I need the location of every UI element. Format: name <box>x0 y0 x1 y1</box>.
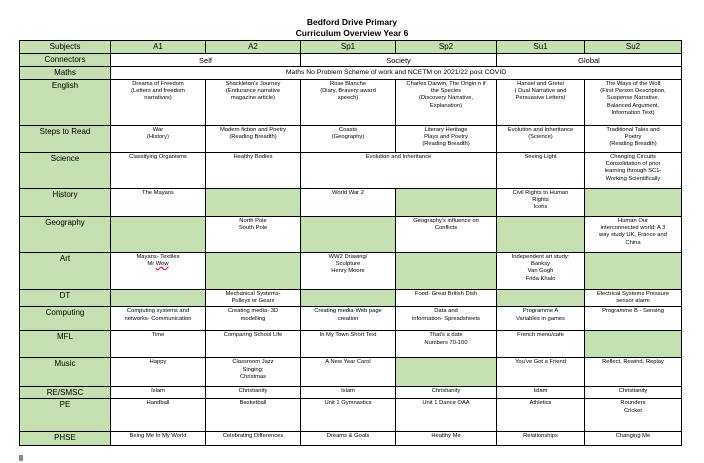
history-row <box>20 189 682 217</box>
english-su1: Hansel and Gretel ( Dual Narrative and Persuasive Letters) <box>497 80 585 126</box>
connector-self: Self <box>111 54 301 67</box>
music-sp2 <box>396 358 497 387</box>
art-a1-prefix: Mr <box>147 261 156 268</box>
pe-su2: Rounders Cricket <box>585 399 682 432</box>
history-sp1: World War 2 <box>301 189 396 217</box>
computing-sp2: Data and information- Spreadsheets <box>396 307 497 331</box>
re-su1: Islam <box>497 387 585 399</box>
pe-su1: Athletics <box>497 399 585 432</box>
phse-sp1: Dreams & Goals <box>301 432 396 446</box>
re-sp2: Christianity <box>396 387 497 399</box>
maths-row <box>20 67 682 80</box>
page-edge-marker <box>19 455 23 461</box>
dt-sp2: Food- Great British Dish <box>396 290 497 307</box>
computing-a2: Creating media- 3D modelling <box>206 307 301 331</box>
english-sp1: Rose Blanche (Diary, Bravery award speech) <box>301 80 396 126</box>
english-sp2: Charles Darwin, The Origin n if the Species (Discovery Narrative, Explanation) <box>396 80 497 126</box>
music-a2: Classroom Jazz Singing: Christmas <box>206 358 301 387</box>
re-smsc-label: RE/SMSC <box>20 387 111 399</box>
art-sp1: WW2 Drawing/ Sculpture Henry Moore <box>301 253 396 290</box>
computing-su2: Programme B - Sensing <box>585 307 682 331</box>
maths-label: Maths <box>20 67 111 80</box>
phse-a2: Celebrating Differences <box>206 432 301 446</box>
phse-label: PHSE <box>20 432 111 446</box>
connector-global: Global <box>497 54 682 67</box>
computing-a1: Computing systems and networks- Communication <box>111 307 206 331</box>
music-su1: You've Got a Friend <box>497 358 585 387</box>
term-header-a1: A1 <box>111 41 206 54</box>
english-a1: Dreams of Freedom (Letters and freedom narratives) <box>111 80 206 126</box>
science-su1: Seeing Light <box>497 153 585 189</box>
mfl-label: MFL <box>20 331 111 358</box>
english-row <box>20 80 682 126</box>
dt-a1 <box>111 290 206 307</box>
phse-su2: Changing Me <box>585 432 682 446</box>
steps-sp1: Coasts (Geography) <box>301 126 396 153</box>
art-a1-artist: Wow <box>155 261 169 268</box>
science-a2: Healthy Bodies <box>206 153 301 189</box>
history-a1: The Mayans <box>111 189 206 217</box>
dt-row <box>20 290 682 307</box>
header-row <box>20 41 682 54</box>
art-su2 <box>585 253 682 290</box>
pe-a2: Basketball <box>206 399 301 432</box>
steps-su2: Traditional Tales and Poetry (Reading Breadth) <box>585 126 682 153</box>
geography-label: Geography <box>20 217 111 253</box>
science-row <box>20 153 682 189</box>
document-subtitle: Curriculum Overview Year 6 <box>295 28 409 38</box>
pe-a1: Handball <box>111 399 206 432</box>
geography-sp1 <box>301 217 396 253</box>
dt-label: DT <box>20 290 111 307</box>
history-label: History <box>20 189 111 217</box>
geography-sp2: Geography's influence on Conflicts <box>396 217 497 253</box>
history-su1: Civil Rights to Human Rights Icons <box>497 189 585 217</box>
art-label: Art <box>20 253 111 290</box>
steps-a1: War (History) <box>111 126 206 153</box>
history-su2 <box>585 189 682 217</box>
dt-su2: Electrical Systems Pressure sensor alarm <box>585 290 682 307</box>
art-su1: Independent art study: Banksy Van Gogh Frida Khalo <box>497 253 585 290</box>
geography-a1 <box>111 217 206 253</box>
pe-sp2: Unit 1 Dance OAA <box>396 399 497 432</box>
term-header-sp2: Sp2 <box>396 41 497 54</box>
term-header-sp1: Sp1 <box>301 41 396 54</box>
music-row <box>20 358 682 387</box>
dt-su1 <box>497 290 585 307</box>
computing-row <box>20 307 682 331</box>
steps-to-read-row <box>20 126 682 153</box>
geography-a2: North Pole South Pole <box>206 217 301 253</box>
phse-a1: Being Me In My World <box>111 432 206 446</box>
art-a1 <box>111 253 206 290</box>
science-spring: Evolution and Inheritance <box>301 153 497 189</box>
art-a1-topic: Mayans- Textiles <box>136 254 180 260</box>
music-sp1: A New Year Carol <box>301 358 396 387</box>
document-title: Bedford Drive Primary <box>306 17 398 27</box>
geography-su2: Human Our interconnected world: A 3 way study UK, France and China <box>585 217 682 253</box>
geography-su1 <box>497 217 585 253</box>
music-label: Music <box>20 358 111 387</box>
pe-label: PE <box>20 399 111 432</box>
english-label: English <box>20 80 111 126</box>
mfl-row <box>20 331 682 358</box>
mfl-su1: French menu/cafe <box>497 331 585 358</box>
pe-sp1: Unit 1 Gymnastics <box>301 399 396 432</box>
science-a1: Classifying Organisms <box>111 153 206 189</box>
computing-sp1: Creating media-Web page creation <box>301 307 396 331</box>
english-su2: The Ways of the Wolf (First Person Description, Suspense Narrative, Balanced Argument, Information Text) <box>585 80 682 126</box>
mfl-sp2: That's a date Numbers 70-100 <box>396 331 497 358</box>
english-a2: Shackleton's Journey (Endurance narrative magazine article) <box>206 80 301 126</box>
pe-row <box>20 399 682 432</box>
subjects-header: Subjects <box>20 41 111 54</box>
re-su2: Christianity <box>585 387 682 399</box>
geography-row <box>20 217 682 253</box>
curriculum-table <box>19 40 682 446</box>
mfl-su2 <box>585 331 682 358</box>
maths-scheme: Maths No Problem Scheme of work and NCETM on 2021/22 post COVID <box>111 67 682 80</box>
music-su2: Reflect, Rewind, Replay <box>585 358 682 387</box>
history-sp2 <box>396 189 497 217</box>
science-su2: Changing Circuits Consolidation of prior learning through SC1- Working Scientifically <box>585 153 682 189</box>
steps-sp2: Literary Heritage Plays and Poetry (Reading Breadth) <box>396 126 497 153</box>
dt-a2: Mechanical Systems- Pulleys or Gears <box>206 290 301 307</box>
steps-su1: Evolution and Inheritance (Science) <box>497 126 585 153</box>
connector-society: Society <box>301 54 497 67</box>
connectors-label: Connectors <box>20 54 111 67</box>
dt-sp1 <box>301 290 396 307</box>
re-a2: Christianity <box>206 387 301 399</box>
history-a2 <box>206 189 301 217</box>
art-a2 <box>206 253 301 290</box>
computing-label: Computing <box>20 307 111 331</box>
steps-to-read-label: Steps to Read <box>20 126 111 153</box>
phse-su1: Relationships <box>497 432 585 446</box>
term-header-su2: Su2 <box>585 41 682 54</box>
phse-row <box>20 432 682 446</box>
computing-su1: Programme A Variables in games <box>497 307 585 331</box>
music-a1: Happy <box>111 358 206 387</box>
mfl-a1: Time <box>111 331 206 358</box>
re-a1: Islam <box>111 387 206 399</box>
phse-sp2: Healthy Me <box>396 432 497 446</box>
re-sp1: Islam <box>301 387 396 399</box>
science-label: Science <box>20 153 111 189</box>
mfl-sp1: In My Town Short Text <box>301 331 396 358</box>
steps-a2: Modern fiction and Poetry (Reading Breadth) <box>206 126 301 153</box>
term-header-a2: A2 <box>206 41 301 54</box>
art-sp2 <box>396 253 497 290</box>
art-row <box>20 253 682 290</box>
term-header-su1: Su1 <box>497 41 585 54</box>
connectors-row <box>20 54 682 67</box>
mfl-a2: Comparing School Life <box>206 331 301 358</box>
re-smsc-row <box>20 387 682 399</box>
